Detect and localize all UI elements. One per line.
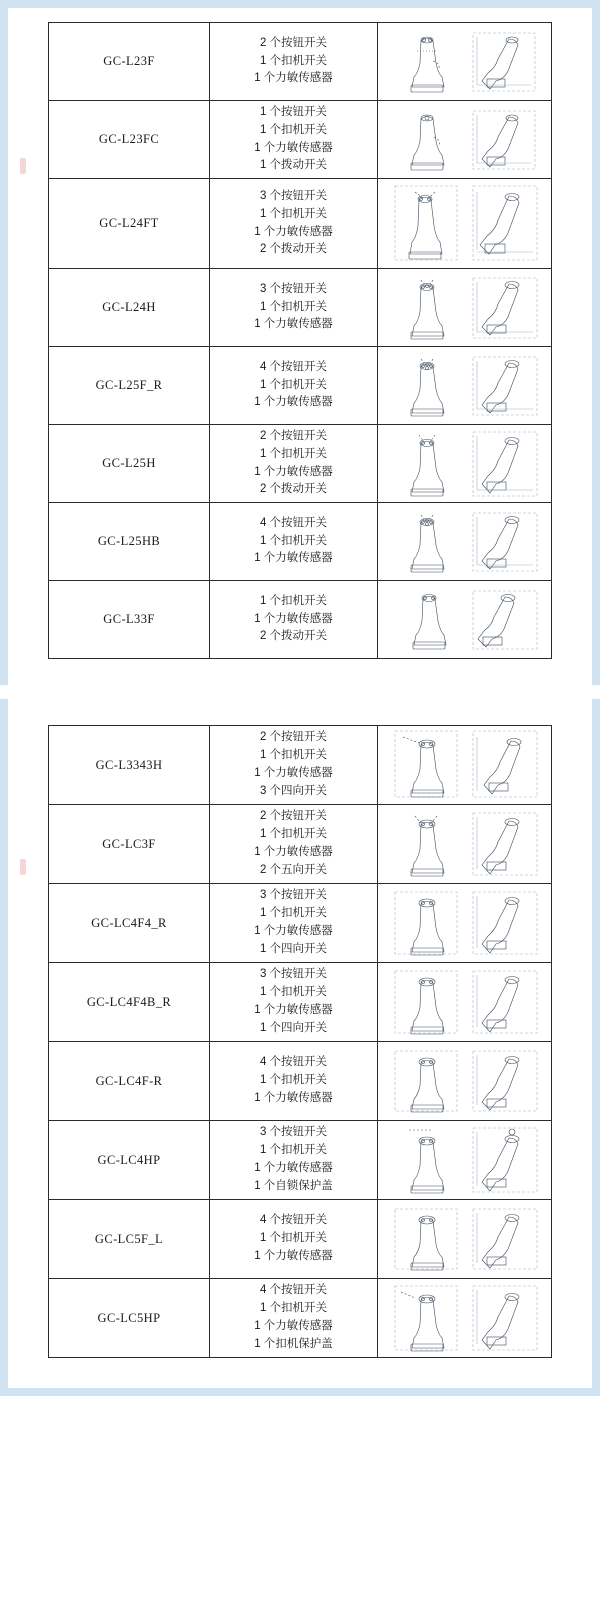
feature-line: 1 个四向开关 — [259, 942, 328, 955]
grip-controller-technical-drawing — [378, 1045, 551, 1117]
feature-line: 1 个扣机开关 — [259, 207, 328, 220]
feature-line: 1 个力敏传感器 — [254, 767, 333, 779]
drawing-cell — [378, 581, 552, 659]
feature-line: 1 个力敏传感器 — [254, 925, 333, 937]
features-cell — [210, 425, 378, 503]
feature-line: 4 个按钮开关 — [259, 1056, 328, 1069]
feature-line: 1 个按钮开关 — [259, 105, 328, 118]
drawing-cell — [378, 1042, 552, 1121]
feature-line: 1 个扣机开关 — [259, 907, 328, 920]
feature-line: 3 个按钮开关 — [259, 282, 328, 295]
grip-controller-technical-drawing — [378, 965, 551, 1039]
table-row — [49, 23, 552, 101]
drawing-cell — [378, 884, 552, 963]
table-row — [49, 581, 552, 659]
drawing-cell — [378, 1279, 552, 1358]
feature-line: 1 个扣机开关 — [259, 123, 328, 136]
features-cell — [210, 1279, 378, 1358]
feature-line: 1 个力敏传感器 — [254, 141, 333, 154]
table-row — [49, 101, 552, 179]
feature-line: 1 个力敏传感器 — [254, 318, 333, 331]
features-cell — [210, 347, 378, 425]
model-cell: GC-L25H — [49, 425, 210, 503]
feature-line: 2 个按钮开关 — [259, 810, 328, 823]
drawing-cell — [378, 1200, 552, 1279]
grip-controller-technical-drawing — [378, 727, 551, 803]
feature-line: 4 个按钮开关 — [259, 360, 328, 373]
model-cell: GC-LC4F4_R — [49, 884, 210, 963]
model-cell: GC-L3343H — [49, 726, 210, 805]
table-row — [49, 963, 552, 1042]
drawing-cell — [378, 503, 552, 581]
feature-line: 1 个扣机开关 — [259, 1074, 328, 1087]
features-cell — [210, 23, 378, 101]
page-separator — [0, 685, 600, 699]
spec-sheet-2 — [8, 725, 592, 1358]
model-cell: GC-LC4F4B_R — [49, 963, 210, 1042]
feature-line: 1 个扣机开关 — [259, 447, 328, 460]
feature-line: 1 个扣机开关 — [259, 749, 328, 762]
feature-line: 1 个力敏传感器 — [254, 465, 333, 478]
features-cell — [210, 1121, 378, 1200]
feature-line: 3 个按钮开关 — [259, 189, 328, 202]
table-row — [49, 726, 552, 805]
table-row — [49, 805, 552, 884]
page-side-marker — [20, 859, 26, 875]
table-row — [49, 884, 552, 963]
table-row — [49, 1042, 552, 1121]
grip-controller-technical-drawing — [378, 105, 551, 175]
drawing-cell — [378, 726, 552, 805]
grip-controller-technical-drawing — [378, 182, 551, 266]
feature-line: 1 个扣机开关 — [259, 378, 328, 391]
features-cell — [210, 1042, 378, 1121]
feature-line: 1 个力敏传感器 — [254, 846, 333, 858]
feature-line: 1 个扣机保护盖 — [254, 1337, 333, 1350]
features-cell — [210, 581, 378, 659]
feature-line: 1 个力敏传感器 — [254, 72, 333, 85]
feature-line: 1 个扣机开关 — [259, 1144, 328, 1157]
table-row — [49, 1200, 552, 1279]
feature-line: 1 个四向开关 — [259, 1021, 328, 1034]
grip-controller-technical-drawing — [378, 272, 551, 344]
drawing-cell — [378, 23, 552, 101]
features-cell — [210, 805, 378, 884]
model-cell: GC-LC4F-R — [49, 1042, 210, 1121]
feature-line: 1 个自锁保护盖 — [254, 1179, 333, 1192]
table-body-1 — [49, 23, 552, 659]
table-row — [49, 425, 552, 503]
drawing-cell — [378, 101, 552, 179]
table-row — [49, 269, 552, 347]
feature-line: 2 个按钮开关 — [259, 731, 328, 744]
grip-controller-technical-drawing — [378, 351, 551, 421]
grip-controller-technical-drawing — [378, 886, 551, 960]
table-body-2 — [49, 726, 552, 1358]
table-row — [49, 179, 552, 269]
model-cell: GC-L23F — [49, 23, 210, 101]
feature-line: 3 个按钮开关 — [259, 968, 328, 981]
feature-line: 2 个拨动开关 — [259, 630, 328, 643]
model-cell: GC-L25HB — [49, 503, 210, 581]
feature-line: 3 个四向开关 — [259, 784, 328, 797]
feature-line: 1 个扣机开关 — [259, 54, 328, 67]
drawing-cell — [378, 963, 552, 1042]
feature-line: 1 个扣机开关 — [259, 300, 328, 313]
feature-line: 1 个力敏传感器 — [254, 396, 333, 409]
feature-line: 1 个扣机开关 — [259, 828, 328, 841]
model-cell: GC-LC3F — [49, 805, 210, 884]
document-page-1 — [0, 0, 600, 685]
spec-table-1 — [48, 22, 552, 659]
drawing-cell — [378, 1121, 552, 1200]
features-cell — [210, 269, 378, 347]
features-cell — [210, 503, 378, 581]
spec-table-2 — [48, 725, 552, 1358]
feature-line: 1 个扣机开关 — [259, 594, 328, 607]
grip-controller-technical-drawing — [378, 1122, 551, 1198]
feature-line: 3 个按钮开关 — [259, 1126, 328, 1139]
feature-line: 2 个拨动开关 — [259, 483, 328, 496]
document-page-2 — [0, 699, 600, 1396]
grip-controller-technical-drawing — [378, 1280, 551, 1356]
model-cell: GC-L24H — [49, 269, 210, 347]
feature-line: 1 个力敏传感器 — [254, 1091, 333, 1104]
feature-line: 4 个按钮开关 — [259, 516, 328, 529]
feature-line: 2 个按钮开关 — [259, 36, 328, 49]
features-cell — [210, 963, 378, 1042]
feature-line: 1 个扣机开关 — [259, 986, 328, 999]
feature-line: 4 个按钮开关 — [259, 1214, 328, 1227]
drawing-cell — [378, 347, 552, 425]
grip-controller-technical-drawing — [378, 1203, 551, 1275]
spec-sheet-1 — [8, 22, 592, 659]
feature-line: 1 个力敏传感器 — [254, 1162, 333, 1174]
model-cell: GC-L25F_R — [49, 347, 210, 425]
features-cell — [210, 101, 378, 179]
drawing-cell — [378, 805, 552, 884]
model-cell: GC-LC5HP — [49, 1279, 210, 1358]
feature-line: 1 个扣机开关 — [259, 534, 328, 547]
features-cell — [210, 884, 378, 963]
feature-line: 1 个力敏传感器 — [254, 1320, 333, 1332]
drawing-cell — [378, 179, 552, 269]
feature-line: 1 个力敏传感器 — [254, 552, 333, 565]
table-row — [49, 347, 552, 425]
model-cell: GC-L24FT — [49, 179, 210, 269]
feature-line: 1 个扣机开关 — [259, 1232, 328, 1245]
feature-line: 2 个拨动开关 — [259, 243, 328, 256]
feature-line: 1 个力敏传感器 — [254, 225, 333, 238]
grip-controller-technical-drawing — [378, 426, 551, 502]
feature-line: 1 个力敏传感器 — [254, 1249, 333, 1262]
feature-line: 1 个力敏传感器 — [254, 1004, 333, 1016]
grip-controller-technical-drawing — [378, 585, 551, 655]
features-cell — [210, 179, 378, 269]
page-side-marker — [20, 158, 26, 174]
feature-line: 1 个力敏传感器 — [254, 612, 333, 625]
model-cell: GC-LC5F_L — [49, 1200, 210, 1279]
feature-line: 2 个按钮开关 — [259, 429, 328, 442]
feature-line: 3 个按钮开关 — [259, 889, 328, 902]
table-row — [49, 503, 552, 581]
feature-line: 1 个拨动开关 — [259, 159, 328, 172]
drawing-cell — [378, 425, 552, 503]
model-cell: GC-LC4HP — [49, 1121, 210, 1200]
model-cell: GC-L23FC — [49, 101, 210, 179]
drawing-cell — [378, 269, 552, 347]
table-row — [49, 1121, 552, 1200]
feature-line: 4 个按钮开关 — [259, 1284, 328, 1297]
grip-controller-technical-drawing — [378, 807, 551, 881]
model-cell: GC-L33F — [49, 581, 210, 659]
features-cell — [210, 1200, 378, 1279]
features-cell — [210, 726, 378, 805]
feature-line: 2 个五向开关 — [259, 863, 328, 876]
table-row — [49, 1279, 552, 1358]
feature-line: 1 个扣机开关 — [259, 1302, 328, 1315]
grip-controller-technical-drawing — [378, 507, 551, 577]
grip-controller-technical-drawing — [378, 27, 551, 97]
